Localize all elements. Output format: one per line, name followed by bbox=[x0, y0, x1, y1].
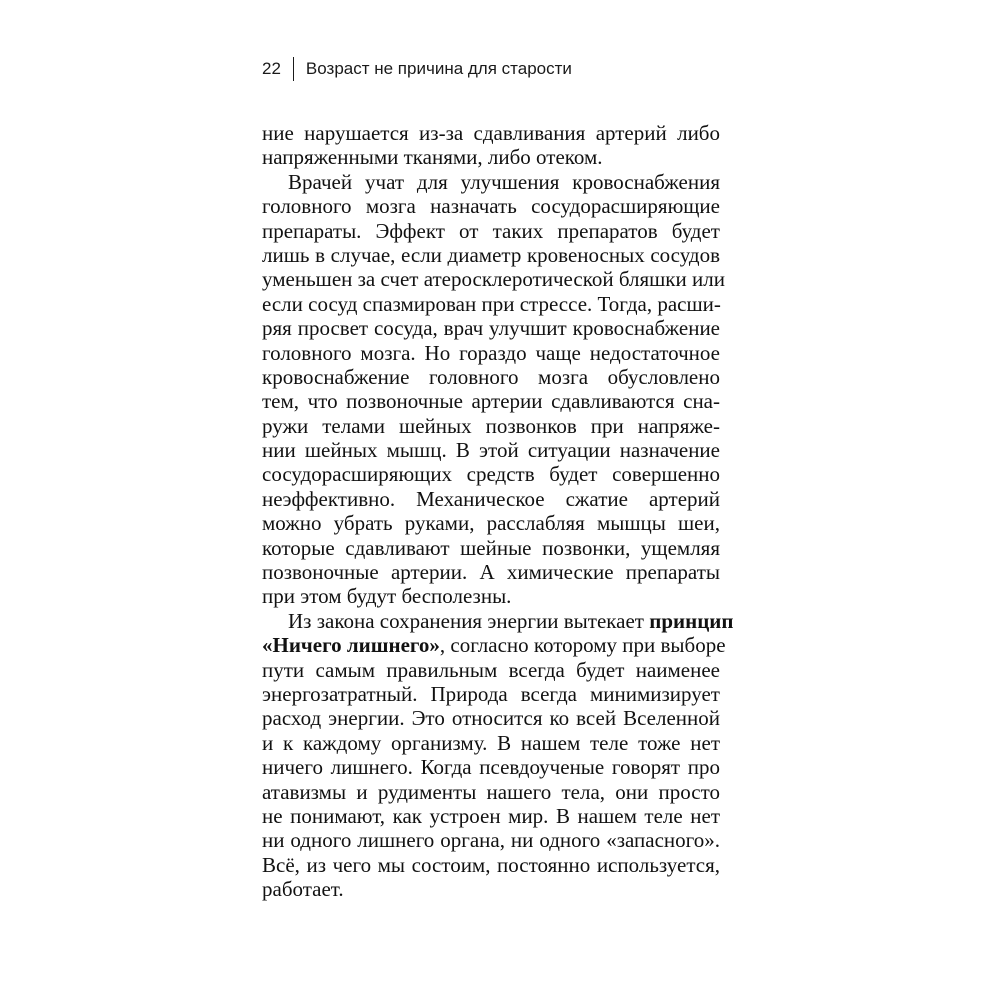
text-line: Врачей учат для улучшения кровоснабжения bbox=[288, 169, 720, 194]
page-number: 22 bbox=[262, 59, 281, 78]
text-line: неэффективно. Механическое сжатие артерий bbox=[262, 486, 720, 511]
text-line: лишь в случае, если диаметр кровеносных сосудов bbox=[262, 242, 720, 267]
text-line: ни одного лишнего органа, ни одного «запасного». bbox=[262, 828, 720, 853]
text-line: работает. bbox=[262, 877, 344, 902]
text-line: сосудорасширяющих средств будет совершенно bbox=[262, 462, 720, 487]
text-line bbox=[262, 633, 726, 658]
text-line: расход энергии. Это относится ко всей Вселенной bbox=[262, 706, 720, 731]
text-line: которые сдавливают шейные позвонки, ущемляя bbox=[262, 535, 720, 560]
paragraph-2 bbox=[262, 169, 725, 609]
text-line: энергозатратный. Природа всегда минимизирует bbox=[262, 681, 720, 706]
principle-name: «Ничего лишнего» bbox=[262, 633, 440, 658]
text-line: атавизмы и рудименты нашего тела, они просто bbox=[262, 779, 720, 804]
text-line: при этом будут бесполезны. bbox=[262, 584, 512, 609]
text-line: и к каждому организму. В нашем теле тоже нет bbox=[262, 730, 720, 755]
text-line: напряженными тканями, либо отеком. bbox=[262, 145, 603, 170]
text-line: ряя просвет сосуда, врач улучшит кровоснабжение bbox=[262, 316, 720, 341]
book-title: Возраст не причина для старости bbox=[305, 59, 572, 78]
running-head bbox=[262, 56, 572, 82]
header-separator bbox=[293, 57, 294, 81]
text-line: ружи телами шейных позвонков при напряже- bbox=[262, 413, 720, 438]
text-line: головного мозга назначать сосудорасширяющие bbox=[262, 194, 720, 219]
paragraph-3 bbox=[262, 608, 734, 902]
text-line: можно убрать руками, расслабляя мышцы шеи, bbox=[262, 511, 720, 536]
text-line: позвоночные артерии. А химические препараты bbox=[262, 560, 720, 585]
text-run: , согласно которому при выборе bbox=[439, 633, 726, 658]
text-line: если сосуд спазмирован при стрессе. Тогда, расши- bbox=[262, 291, 721, 316]
text-line: уменьшен за счет атеросклеротической бляшки или bbox=[262, 267, 725, 292]
text-line: препараты. Эффект от таких препаратов будет bbox=[262, 218, 720, 243]
text-line: ничего лишнего. Когда псевдоученые говорят про bbox=[262, 755, 720, 780]
body-text bbox=[262, 121, 734, 902]
text-line: ние нарушается из-за сдавливания артерий либо bbox=[262, 121, 720, 145]
text-line: пути самым правильным всегда будет наименее bbox=[262, 657, 720, 682]
text-line: головного мозга. Но гораздо чаще недостаточное bbox=[262, 340, 720, 365]
text-line: кровоснабжение головного мозга обусловлено bbox=[262, 364, 720, 389]
principle-term: принцип bbox=[649, 608, 734, 633]
text-line: Всё, из чего мы состоим, постоянно используется, bbox=[262, 852, 720, 877]
text-line: не понимают, как устроен мир. В нашем теле нет bbox=[262, 803, 720, 828]
paragraph-1 bbox=[262, 121, 720, 170]
text-run: Из закона сохранения энергии вытекает bbox=[288, 608, 650, 633]
text-line: нии шейных мышц. В этой ситуации назначение bbox=[262, 438, 720, 463]
text-line bbox=[262, 608, 734, 633]
text-line: тем, что позвоночные артерии сдавливаются сна- bbox=[262, 389, 720, 414]
